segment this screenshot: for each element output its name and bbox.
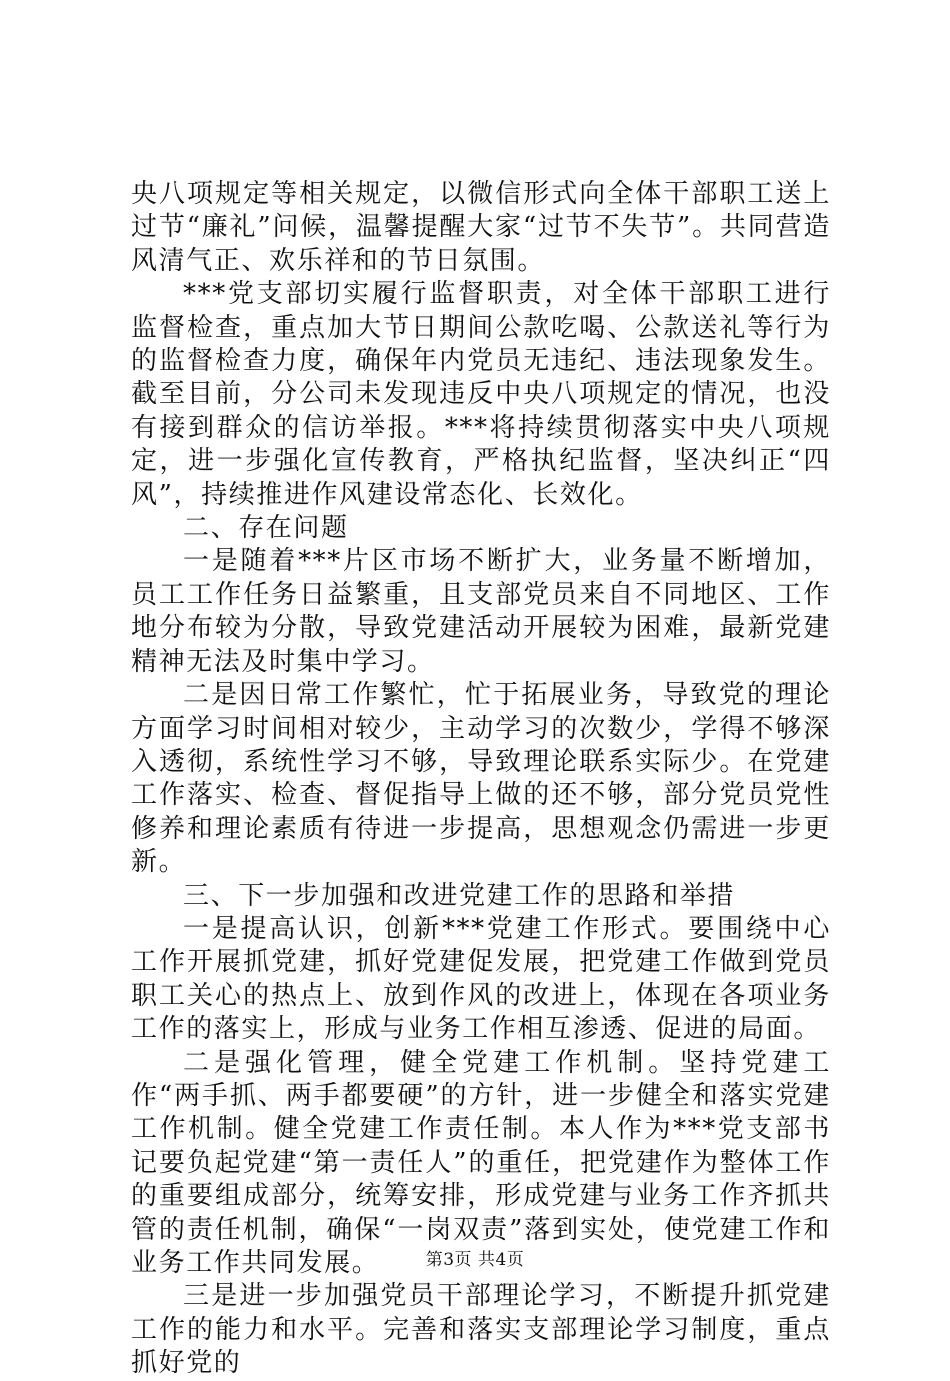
section-heading-problems: 二、存在问题 [183, 513, 349, 544]
paragraph-measure-one: 一是提高认识，创新***党建工作形式。要围绕中心工作开展抓党建，抓好党建促发展，把党建工作做到党员职工关心的热点上、放到作风的改进上，体现在各项业务工作的落实上，形成与业务工作相互渗透、促进的局面。 [131, 913, 831, 1045]
paragraph-problem-two: 二是因日常工作繁忙，忙于拓展业务，导致党的理论方面学习时间相对较少，主动学习的次数少，学得不够深入透彻，系统性学习不够，导致理论联系实际少。在党建工作落实、检查、督促指导上做的还不够，部分党员党性修养和理论素质有待进一步提高，思想观念仍需进一步更新。 [131, 680, 831, 878]
paragraph-measure-two: 二是强化管理，健全党建工作机制。坚持党建工作“两手抓、两手都要硬”的方针，进一步健全和落实党建工作机制。健全党建工作责任制。本人作为***党支部书记要负起党建“第一责任人”的重任，把党建作为整体工作的重要组成部分，统筹安排，形成党建与业务工作齐抓共管的责任机制，确保“一岗双责”落到实处，使党建工作和业务工作共同发展。 [131, 1047, 831, 1278]
paragraph-measure-three: 三是进一步加强党员干部理论学习，不断提升抓党建工作的能力和水平。完善和落实支部理论学习制度，重点抓好党的 [131, 1281, 831, 1379]
paragraph-continuation: 央八项规定等相关规定，以微信形式向全体干部职工送上过节“廉礼”问候，温馨提醒大家“过节不失节”。共同营造风清气正、欢乐祥和的节日氛围。 [131, 179, 831, 276]
paragraph-supervision: ***党支部切实履行监督职责，对全体干部职工进行监督检查，重点加大节日期间公款吃喝、公款送礼等行为的监督检查力度，确保年内党员无违纪、违法现象发生。截至目前，分公司未发现违反中央八项规定的情况，也没有接到群众的信访举报。***将持续贯彻落实中央八项规定，进一步强化宣传教育，严格执纪监督，坚决纠正“四风”，持续推进作风建设常态化、长效化。 [131, 279, 831, 510]
paragraph-problem-one: 一是随着***片区市场不断扩大，业务量不断增加，员工工作任务日益繁重，且支部党员来自不同地区、工作地分布较为分散，导致党建活动开展较为困难，最新党建精神无法及时集中学习。 [131, 546, 831, 677]
section-heading-next-steps: 三、下一步加强和改进党建工作的思路和举措 [183, 880, 736, 911]
page-footer: 第3页 共4页 [425, 1250, 525, 1270]
document-body [131, 178, 831, 1381]
